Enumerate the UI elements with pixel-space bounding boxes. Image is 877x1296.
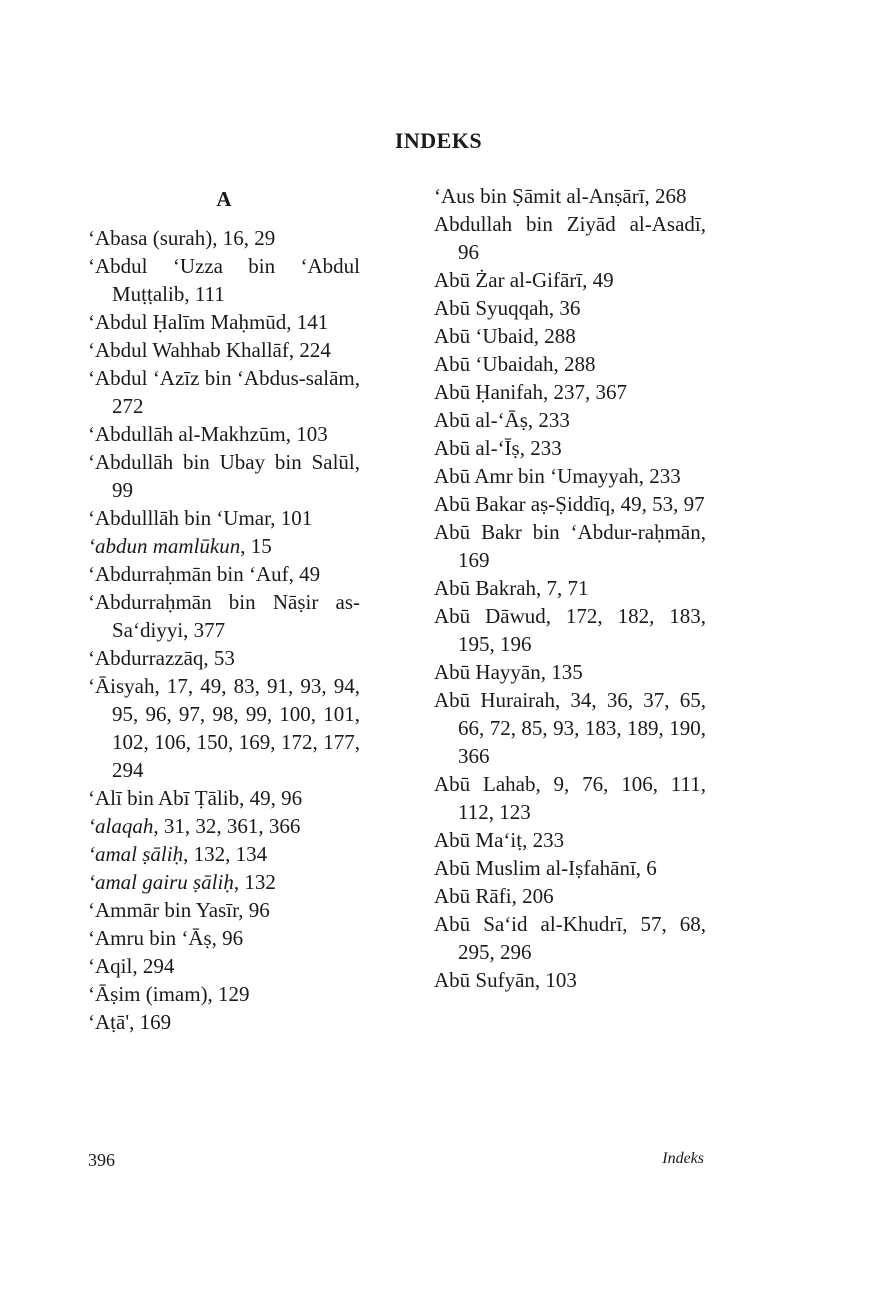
index-entry-text: Abū ‘Ubaidah, 288 <box>434 352 596 376</box>
index-entry-text: ‘Amru bin ‘Āṣ, 96 <box>88 926 244 950</box>
index-entry-text: Abū Syuqqah, 36 <box>434 296 581 320</box>
index-entry <box>88 252 360 308</box>
index-entry <box>434 882 706 910</box>
index-entry-text: Abū Hurairah, 34, 36, 37, 65, 66, 72, 85, 93, 183, 189, 190, 366 <box>434 688 706 768</box>
index-entry <box>434 574 706 602</box>
index-entry-text: ‘Abdurraḥmān bin Nāṣir as-Sa‘diyyi, 377 <box>88 590 360 642</box>
index-entry-text: ‘Abdurrazzāq, 53 <box>88 646 235 670</box>
index-entry-text: ‘Ammār bin Yasīr, 96 <box>88 898 270 922</box>
index-entry-text: Abū Żar al-Gifārī, 49 <box>434 268 614 292</box>
index-entry <box>88 364 360 420</box>
index-entry <box>88 532 360 560</box>
index-entry-text: Abū Sufyān, 103 <box>434 968 577 992</box>
index-entry-text: , 132, 134 <box>183 842 268 866</box>
index-term-italic: ‘alaqah <box>88 814 154 838</box>
index-entry <box>88 336 360 364</box>
index-entry <box>434 826 706 854</box>
index-entry <box>434 378 706 406</box>
index-entry-text: ‘Alī bin Abī Ṭālib, 49, 96 <box>88 786 303 810</box>
index-entry-text: ‘Abdul ‘Azīz bin ‘Abdus-salām, 272 <box>88 366 360 418</box>
index-entry-text: ‘Aqil, 294 <box>88 954 175 978</box>
index-entry <box>88 924 360 952</box>
index-entry-text: ‘Āisyah, 17, 49, 83, 91, 93, 94, 95, 96, 97, 98, 99, 100, 101, 102, 106, 150, 169, 172, 177, 294 <box>88 674 360 782</box>
index-entry <box>88 588 360 644</box>
index-entry-text: ‘Abdul Wahhab Khallāf, 224 <box>88 338 331 362</box>
index-entry <box>88 504 360 532</box>
index-entry-text: Abū Bakrah, 7, 71 <box>434 576 589 600</box>
index-entry <box>88 644 360 672</box>
index-entry-text: ‘Aṭā', 169 <box>88 1010 172 1034</box>
index-entry-text: Abū Bakar aṣ-Ṣiddīq, 49, 53, 97 <box>434 492 705 516</box>
index-entry-text: Abū al-‘Āṣ, 233 <box>434 408 570 432</box>
index-entry-text: ‘Abdul Ḥalīm Maḥmūd, 141 <box>88 310 329 334</box>
index-entry-text: ‘Abdul ‘Uzza bin ‘Abdul Muṭṭalib, 111 <box>88 254 360 306</box>
index-entry <box>434 966 706 994</box>
index-entry-text: Abū Lahab, 9, 76, 106, 111, 112, 123 <box>434 772 706 824</box>
index-entry-text: ‘Āṣim (imam), 129 <box>88 982 250 1006</box>
index-entry <box>434 686 706 770</box>
index-entry <box>434 854 706 882</box>
index-entry <box>434 518 706 574</box>
index-entry <box>88 224 360 252</box>
index-term-italic: ‘amal ṣāliḥ <box>88 842 184 866</box>
page-title: INDEKS <box>394 128 483 153</box>
index-entry-text: , 31, 32, 361, 366 <box>153 814 301 838</box>
index-entry-text: ‘Abasa (surah), 16, 29 <box>88 226 276 250</box>
index-entry <box>434 322 706 350</box>
index-column-right <box>434 182 706 994</box>
index-entry <box>434 350 706 378</box>
index-entry <box>88 448 360 504</box>
index-entry-text: ‘Aus bin Ṣāmit al-Anṣārī, 268 <box>434 184 687 208</box>
index-entry <box>88 784 360 812</box>
index-entry-text: Abū Ma‘iṭ, 233 <box>434 828 565 852</box>
index-entries-left <box>88 224 360 1036</box>
running-footer: Indeks <box>662 1150 704 1167</box>
index-entry-text: Abū Amr bin ‘Umayyah, 233 <box>434 464 681 488</box>
index-entry <box>434 462 706 490</box>
index-entry <box>88 812 360 840</box>
index-entry <box>434 602 706 658</box>
index-entry <box>434 434 706 462</box>
index-entry-text: Abū al-‘Īṣ, 233 <box>434 436 562 460</box>
index-entry <box>434 210 706 266</box>
index-entry <box>434 770 706 826</box>
index-entry <box>88 1008 360 1036</box>
index-entry-text: Abū Hayyān, 135 <box>434 660 583 684</box>
index-entry <box>88 896 360 924</box>
index-entry <box>434 406 706 434</box>
index-column-left <box>88 182 360 1036</box>
index-entry <box>434 658 706 686</box>
index-entry <box>434 294 706 322</box>
index-entry <box>88 672 360 784</box>
index-entry-text: Abū Ḥanifah, 237, 367 <box>434 380 628 404</box>
page-number: 396 <box>88 1150 115 1170</box>
index-entry-text: Abdullah bin Ziyād al-Asadī, 96 <box>434 212 706 264</box>
index-entry-text: ‘Abdullāh bin Ubay bin Salūl, 99 <box>88 450 360 502</box>
index-entries-right <box>434 182 706 994</box>
index-term-italic: ‘abdun mamlūkun <box>88 534 241 558</box>
index-entry <box>434 266 706 294</box>
index-entry <box>88 560 360 588</box>
index-entry-text: , 15 <box>240 534 272 558</box>
index-entry-text: Abū Sa‘id al-Khudrī, 57, 68, 295, 296 <box>434 912 706 964</box>
index-entry-text: Abū Dāwud, 172, 182, 183, 195, 196 <box>434 604 706 656</box>
index-entry <box>88 420 360 448</box>
index-entry <box>88 952 360 980</box>
index-entry-text: Abū Muslim al-Iṣfahānī, 6 <box>434 856 657 880</box>
index-entry <box>434 490 706 518</box>
index-entry-text: Abū Bakr bin ‘Abdur-raḥmān, 169 <box>434 520 706 572</box>
index-entry-text: ‘Abdullāh al-Makhzūm, 103 <box>88 422 328 446</box>
index-entry <box>88 840 360 868</box>
index-entry-text: , 132 <box>233 870 276 894</box>
index-entry <box>88 980 360 1008</box>
index-entry <box>434 910 706 966</box>
index-entry <box>88 308 360 336</box>
index-term-italic: ‘amal gairu ṣāliḥ <box>88 870 234 894</box>
index-entry-text: Abū Rāfi, 206 <box>434 884 554 908</box>
section-letter: A <box>216 187 232 211</box>
index-entry-text: ‘Abdulllāh bin ‘Umar, 101 <box>88 506 313 530</box>
index-entry <box>88 868 360 896</box>
index-entry <box>434 182 706 210</box>
index-entry-text: Abū ‘Ubaid, 288 <box>434 324 576 348</box>
index-entry-text: ‘Abdurraḥmān bin ‘Auf, 49 <box>88 562 321 586</box>
